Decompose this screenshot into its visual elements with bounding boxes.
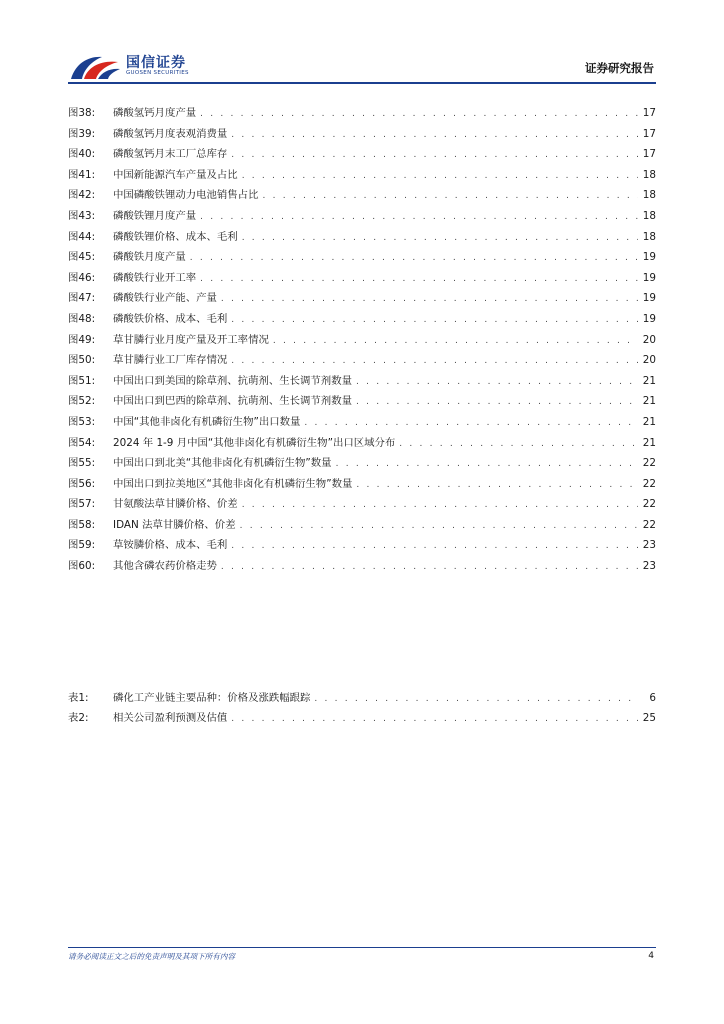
toc-leader-dots [242, 495, 638, 516]
toc-leader-dots [231, 351, 638, 372]
toc-entry-title: 磷酸铁行业开工率 [113, 271, 197, 284]
toc-entry-label: 图53: [68, 415, 96, 428]
toc-leader-dots [231, 145, 638, 166]
toc-entry-label: 图45: [68, 251, 96, 264]
toc-entry[interactable] [68, 453, 656, 474]
toc-entry-label: 图44: [68, 230, 96, 243]
page-number: 4 [648, 951, 654, 961]
toc-leader-dots [240, 516, 638, 537]
toc-entry-label: 图46: [68, 271, 96, 284]
toc-leader-dots [336, 454, 638, 475]
toc-entry-label: 图48: [68, 312, 96, 325]
toc-entry-title: 磷酸铁月度产量 [113, 251, 186, 264]
toc-entry[interactable] [68, 494, 656, 515]
toc-leader-dots [221, 289, 638, 310]
toc-entry-page: 18 [642, 168, 656, 181]
toc-entry[interactable] [68, 556, 656, 577]
toc-entry[interactable] [68, 708, 656, 728]
page-header [68, 50, 656, 86]
toc-entry[interactable] [68, 144, 656, 165]
toc-leader-dots [356, 372, 638, 393]
guosen-logo-icon [68, 52, 122, 82]
logo-chinese-name: 国信证券 [126, 55, 186, 71]
toc-entry-title: 磷酸铁锂月度产量 [113, 209, 197, 222]
toc-entry[interactable] [68, 309, 656, 330]
toc-entry-title: 其他含磷农药价格走势 [113, 560, 217, 573]
toc-entry-page: 22 [642, 498, 656, 511]
toc-entry-page: 20 [642, 333, 656, 346]
toc-leader-dots [231, 125, 638, 146]
toc-entry[interactable] [68, 688, 656, 708]
toc-entry[interactable] [68, 350, 656, 371]
toc-leader-dots [242, 228, 638, 249]
toc-entry-label: 图42: [68, 189, 96, 202]
toc-entry-label: 表1: [68, 692, 89, 704]
toc-entry-page: 19 [642, 251, 656, 264]
toc-entry-label: 图41: [68, 168, 96, 181]
toc-entry-label: 图43: [68, 209, 96, 222]
toc-entry-label: 图55: [68, 457, 96, 470]
toc-leader-dots [200, 207, 638, 228]
toc-entry[interactable] [68, 268, 656, 289]
toc-leader-dots [304, 413, 638, 434]
toc-leader-dots [190, 248, 638, 269]
toc-leader-dots [314, 689, 638, 709]
toc-entry-label: 图51: [68, 374, 96, 387]
toc-entry[interactable] [68, 515, 656, 536]
toc-entry[interactable] [68, 185, 656, 206]
toc-entry-title: 中国出口到北美“其他非卤化有机磷衍生物”数量 [113, 457, 332, 470]
toc-entry-page: 21 [642, 436, 656, 449]
toc-entry-title: 中国“其他非卤化有机磷衍生物”出口数量 [113, 415, 301, 428]
toc-entry-title: 草甘膦行业月度产量及开工率情况 [113, 333, 269, 346]
table-index-list [68, 688, 656, 728]
toc-entry-label: 图40: [68, 148, 96, 161]
logo-english-name: GUOSEN SECURITIES [126, 70, 189, 76]
toc-entry-page: 23 [642, 560, 656, 573]
toc-entry-label: 图50: [68, 354, 96, 367]
toc-entry[interactable] [68, 371, 656, 392]
toc-entry-page: 19 [642, 271, 656, 284]
toc-entry-title: 磷酸铁锂价格、成本、毛利 [113, 230, 238, 243]
toc-entry-page: 22 [642, 477, 656, 490]
toc-entry[interactable] [68, 227, 656, 248]
toc-entry[interactable] [68, 165, 656, 186]
toc-entry-label: 图60: [68, 560, 96, 573]
toc-entry-title: 草甘膦行业工厂库存情况 [113, 354, 228, 367]
toc-entry-title: 中国新能源汽车产量及占比 [113, 168, 238, 181]
toc-entry-label: 图52: [68, 395, 96, 408]
toc-entry-title: 磷酸铁价格、成本、毛利 [113, 312, 228, 325]
toc-entry-page: 19 [642, 292, 656, 305]
toc-entry[interactable] [68, 412, 656, 433]
toc-entry[interactable] [68, 433, 656, 454]
toc-entry-title: 磷化工产业链主要品种：价格及涨跌幅跟踪 [113, 692, 311, 704]
toc-entry-page: 18 [642, 209, 656, 222]
toc-entry-label: 图38: [68, 107, 96, 119]
figure-index-list [68, 103, 656, 577]
toc-leader-dots [242, 166, 638, 187]
toc-entry[interactable] [68, 474, 656, 495]
toc-entry-title: 磷酸氢钙月末工厂总库存 [113, 148, 228, 161]
toc-entry-title: 磷酸氢钙月度表观消费量 [113, 127, 228, 140]
toc-leader-dots [273, 331, 638, 352]
toc-entry[interactable] [68, 391, 656, 412]
toc-entry-label: 图58: [68, 518, 96, 531]
toc-entry-page: 19 [642, 312, 656, 325]
toc-entry-label: 图54: [68, 436, 96, 449]
toc-entry-title: 甘氨酸法草甘膦价格、价差 [113, 498, 238, 511]
toc-entry-page: 17 [642, 127, 656, 140]
toc-entry-page: 21 [642, 395, 656, 408]
toc-leader-dots [356, 392, 638, 413]
toc-entry-label: 图57: [68, 498, 96, 511]
toc-entry[interactable] [68, 103, 656, 124]
toc-entry-title: 中国磷酸铁锂动力电池销售占比 [113, 189, 259, 202]
toc-entry-page: 22 [642, 518, 656, 531]
toc-leader-dots [200, 104, 638, 125]
toc-entry-page: 25 [642, 712, 656, 724]
toc-entry[interactable] [68, 247, 656, 268]
toc-entry-page: 6 [649, 692, 656, 704]
toc-entry-title: 草铵膦价格、成本、毛利 [113, 539, 228, 552]
toc-entry-label: 图59: [68, 539, 96, 552]
toc-entry[interactable] [68, 330, 656, 351]
toc-entry-page: 18 [642, 189, 656, 202]
toc-leader-dots [221, 557, 638, 578]
toc-entry[interactable] [68, 535, 656, 556]
report-type-title: 证券研究报告 [585, 61, 654, 75]
toc-leader-dots [231, 536, 638, 557]
toc-entry[interactable] [68, 124, 656, 145]
toc-leader-dots [399, 434, 638, 455]
toc-entry-page: 21 [642, 415, 656, 428]
toc-entry[interactable] [68, 288, 656, 309]
header-divider [68, 82, 656, 84]
toc-entry-label: 图39: [68, 127, 96, 140]
toc-entry-page: 17 [642, 107, 656, 119]
toc-leader-dots [356, 475, 638, 496]
toc-entry-title: 磷酸氢钙月度产量 [113, 107, 197, 119]
toc-entry-title: 中国出口到巴西的除草剂、抗萌剂、生长调节剂数量 [113, 395, 352, 408]
toc-entry-label: 图47: [68, 292, 96, 305]
toc-entry-page: 18 [642, 230, 656, 243]
toc-leader-dots [262, 186, 638, 207]
toc-entry-title: 中国出口到拉美地区“其他非卤化有机磷衍生物”数量 [113, 477, 353, 490]
toc-entry-page: 22 [642, 457, 656, 470]
toc-entry[interactable] [68, 206, 656, 227]
toc-entry-title: 2024 年 1-9 月中国“其他非卤化有机磷衍生物”出口区域分布 [113, 436, 396, 449]
toc-entry-page: 17 [642, 148, 656, 161]
toc-entry-page: 21 [642, 374, 656, 387]
toc-entry-label: 图49: [68, 333, 96, 346]
toc-entry-title: 中国出口到美国的除草剂、抗萌剂、生长调节剂数量 [113, 374, 352, 387]
toc-entry-title: IDAN 法草甘膦价格、价差 [113, 518, 236, 531]
footer-divider [68, 947, 656, 948]
toc-entry-label: 表2: [68, 712, 89, 724]
toc-entry-page: 23 [642, 539, 656, 552]
toc-leader-dots [231, 310, 638, 331]
toc-leader-dots [200, 269, 638, 290]
toc-entry-title: 相关公司盈利预测及估值 [113, 712, 228, 724]
toc-entry-page: 20 [642, 354, 656, 367]
toc-entry-label: 图56: [68, 477, 96, 490]
disclaimer-note: 请务必阅读正文之后的免责声明及其项下所有内容 [68, 952, 236, 961]
toc-entry-title: 磷酸铁行业产能、产量 [113, 292, 217, 305]
toc-leader-dots [231, 709, 638, 729]
